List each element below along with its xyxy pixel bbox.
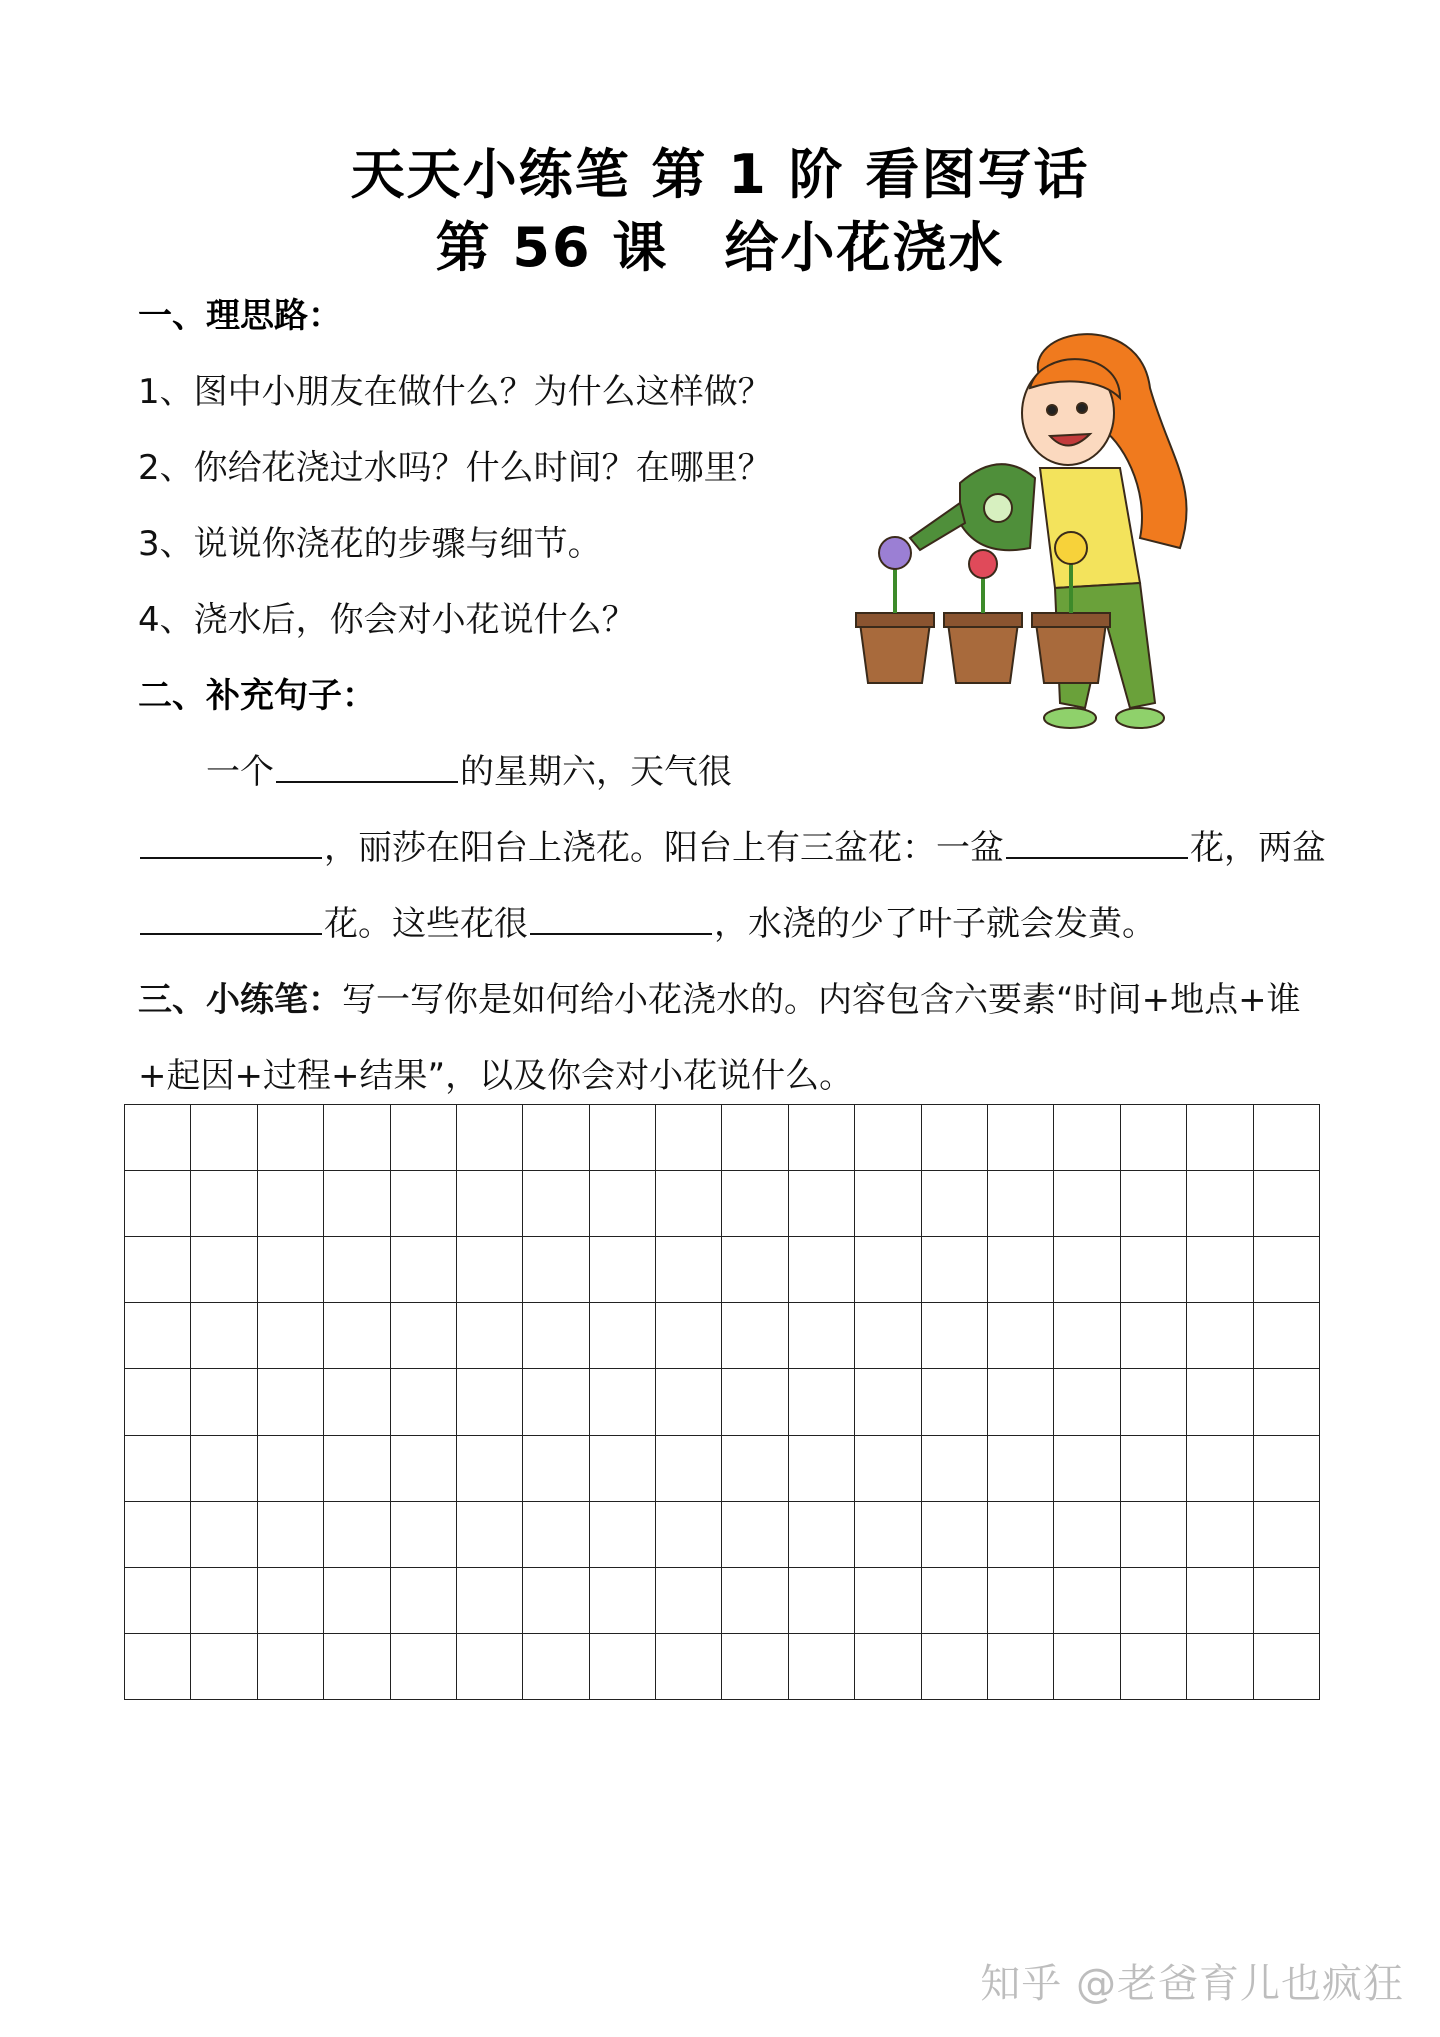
grid-cell[interactable] <box>988 1568 1054 1634</box>
grid-cell[interactable] <box>324 1303 390 1369</box>
grid-cell[interactable] <box>590 1502 656 1568</box>
grid-cell[interactable] <box>855 1369 921 1435</box>
worksheet-title: 天天小练笔 第 1 阶 看图写话 <box>350 143 1090 206</box>
blank-5[interactable] <box>530 903 712 935</box>
grid-cell[interactable] <box>1187 1105 1253 1171</box>
grid-cell[interactable] <box>457 1436 523 1502</box>
grid-cell[interactable] <box>722 1303 788 1369</box>
grid-cell[interactable] <box>722 1634 788 1700</box>
grid-cell[interactable] <box>988 1436 1054 1502</box>
grid-cell[interactable] <box>988 1171 1054 1237</box>
grid-cell[interactable] <box>523 1568 589 1634</box>
grid-cell[interactable] <box>789 1369 855 1435</box>
grid-cell[interactable] <box>590 1237 656 1303</box>
grid-cell[interactable] <box>457 1502 523 1568</box>
grid-cell[interactable] <box>722 1436 788 1502</box>
grid-cell[interactable] <box>523 1634 589 1700</box>
grid-cell[interactable] <box>1187 1171 1253 1237</box>
grid-cell[interactable] <box>855 1303 921 1369</box>
grid-cell[interactable] <box>191 1634 257 1700</box>
grid-cell[interactable] <box>523 1237 589 1303</box>
grid-cell[interactable] <box>855 1171 921 1237</box>
grid-cell[interactable] <box>324 1568 390 1634</box>
grid-cell[interactable] <box>457 1369 523 1435</box>
grid-cell[interactable] <box>457 1303 523 1369</box>
grid-cell[interactable] <box>523 1303 589 1369</box>
grid-cell[interactable] <box>988 1237 1054 1303</box>
grid-cell[interactable] <box>324 1502 390 1568</box>
grid-cell[interactable] <box>1121 1105 1187 1171</box>
grid-cell[interactable] <box>722 1369 788 1435</box>
grid-cell[interactable] <box>1054 1303 1120 1369</box>
grid-cell[interactable] <box>855 1568 921 1634</box>
grid-cell[interactable] <box>125 1171 191 1237</box>
fill-text: 花，两盆 <box>1190 828 1326 868</box>
grid-cell[interactable] <box>258 1369 324 1435</box>
grid-cell[interactable] <box>258 1634 324 1700</box>
grid-cell[interactable] <box>1187 1436 1253 1502</box>
fill-line-3 <box>138 896 1156 945</box>
grid-cell[interactable] <box>922 1303 988 1369</box>
grid-cell[interactable] <box>922 1369 988 1435</box>
grid-cell[interactable] <box>125 1568 191 1634</box>
question-3: 3、说说你浇花的步骤与细节。 <box>138 524 602 564</box>
grid-cell[interactable] <box>1121 1171 1187 1237</box>
grid-cell[interactable] <box>1054 1171 1120 1237</box>
fill-text: ，水浇的少了叶子就会发黄。 <box>714 904 1156 944</box>
fill-text: ，丽莎在阳台上浇花。阳台上有三盆花：一盆 <box>324 828 1004 868</box>
grid-cell[interactable] <box>1254 1634 1320 1700</box>
grid-cell[interactable] <box>1254 1171 1320 1237</box>
grid-cell[interactable] <box>855 1502 921 1568</box>
grid-cell[interactable] <box>1121 1502 1187 1568</box>
grid-cell[interactable] <box>523 1105 589 1171</box>
grid-cell[interactable] <box>258 1303 324 1369</box>
grid-cell[interactable] <box>1121 1369 1187 1435</box>
grid-cell[interactable] <box>1054 1436 1120 1502</box>
grid-cell[interactable] <box>258 1171 324 1237</box>
girl-watering-flowers-illustration <box>840 318 1260 748</box>
grid-cell[interactable] <box>391 1237 457 1303</box>
grid-cell[interactable] <box>1054 1105 1120 1171</box>
question-2: 2、你给花浇过水吗？什么时间？在哪里？ <box>138 448 772 488</box>
grid-cell[interactable] <box>656 1568 722 1634</box>
grid-cell[interactable] <box>1054 1568 1120 1634</box>
grid-cell[interactable] <box>789 1634 855 1700</box>
watermark: 知乎 @老爸育儿也疯狂 <box>980 1961 1404 2007</box>
grid-cell[interactable] <box>1187 1303 1253 1369</box>
grid-cell[interactable] <box>258 1502 324 1568</box>
grid-cell[interactable] <box>722 1171 788 1237</box>
grid-cell[interactable] <box>391 1105 457 1171</box>
grid-cell[interactable] <box>855 1105 921 1171</box>
grid-cell[interactable] <box>656 1171 722 1237</box>
grid-cell[interactable] <box>258 1436 324 1502</box>
grid-cell[interactable] <box>789 1502 855 1568</box>
fill-text: 花。这些花很 <box>324 904 528 944</box>
fill-line-2 <box>138 820 1326 869</box>
grid-cell[interactable] <box>457 1568 523 1634</box>
grid-cell[interactable] <box>457 1105 523 1171</box>
grid-cell[interactable] <box>1187 1568 1253 1634</box>
grid-cell[interactable] <box>324 1237 390 1303</box>
grid-cell[interactable] <box>590 1568 656 1634</box>
grid-cell[interactable] <box>258 1105 324 1171</box>
grid-cell[interactable] <box>125 1369 191 1435</box>
grid-cell[interactable] <box>125 1502 191 1568</box>
grid-cell[interactable] <box>1121 1436 1187 1502</box>
grid-cell[interactable] <box>988 1105 1054 1171</box>
lesson-title: 第 56 课 给小花浇水 <box>435 216 1005 279</box>
grid-cell[interactable] <box>922 1105 988 1171</box>
grid-cell[interactable] <box>789 1568 855 1634</box>
grid-cell[interactable] <box>789 1237 855 1303</box>
grid-cell[interactable] <box>722 1502 788 1568</box>
blank-1[interactable] <box>276 751 458 783</box>
grid-cell[interactable] <box>1254 1568 1320 1634</box>
grid-cell[interactable] <box>1054 1634 1120 1700</box>
grid-cell[interactable] <box>789 1436 855 1502</box>
grid-cell[interactable] <box>523 1502 589 1568</box>
grid-cell[interactable] <box>391 1369 457 1435</box>
grid-cell[interactable] <box>590 1369 656 1435</box>
grid-cell[interactable] <box>988 1634 1054 1700</box>
grid-cell[interactable] <box>191 1502 257 1568</box>
grid-cell[interactable] <box>324 1634 390 1700</box>
grid-cell[interactable] <box>722 1105 788 1171</box>
grid-cell[interactable] <box>191 1237 257 1303</box>
grid-cell[interactable] <box>1254 1237 1320 1303</box>
grid-cell[interactable] <box>1254 1105 1320 1171</box>
blank-2[interactable] <box>140 827 322 859</box>
grid-cell[interactable] <box>1254 1303 1320 1369</box>
grid-cell[interactable] <box>722 1568 788 1634</box>
grid-cell[interactable] <box>125 1303 191 1369</box>
grid-cell[interactable] <box>391 1436 457 1502</box>
grid-cell[interactable] <box>391 1634 457 1700</box>
grid-cell[interactable] <box>258 1568 324 1634</box>
section-heading-fill: 二、补充句子： <box>138 676 376 716</box>
grid-cell[interactable] <box>922 1568 988 1634</box>
grid-cell[interactable] <box>922 1237 988 1303</box>
grid-cell[interactable] <box>191 1105 257 1171</box>
grid-cell[interactable] <box>922 1436 988 1502</box>
grid-cell[interactable] <box>855 1436 921 1502</box>
question-1: 1、图中小朋友在做什么？为什么这样做？ <box>138 372 772 412</box>
grid-cell[interactable] <box>988 1369 1054 1435</box>
grid-cell[interactable] <box>789 1303 855 1369</box>
section-heading-ideas: 一、理思路： <box>138 296 342 336</box>
grid-cell[interactable] <box>855 1634 921 1700</box>
fill-line-1 <box>206 744 732 793</box>
grid-cell[interactable] <box>1121 1237 1187 1303</box>
grid-cell[interactable] <box>324 1369 390 1435</box>
grid-cell[interactable] <box>656 1369 722 1435</box>
grid-cell[interactable] <box>523 1436 589 1502</box>
grid-cell[interactable] <box>457 1237 523 1303</box>
grid-cell[interactable] <box>656 1436 722 1502</box>
grid-cell[interactable] <box>656 1634 722 1700</box>
grid-cell[interactable] <box>1187 1237 1253 1303</box>
grid-cell[interactable] <box>789 1105 855 1171</box>
grid-cell[interactable] <box>125 1436 191 1502</box>
grid-cell[interactable] <box>922 1502 988 1568</box>
fill-text: 一个 <box>206 752 274 792</box>
question-4: 4、浇水后，你会对小花说什么？ <box>138 600 636 640</box>
grid-cell[interactable] <box>1187 1634 1253 1700</box>
grid-cell[interactable] <box>855 1237 921 1303</box>
grid-cell[interactable] <box>656 1105 722 1171</box>
blank-4[interactable] <box>140 903 322 935</box>
grid-cell[interactable] <box>391 1303 457 1369</box>
grid-cell[interactable] <box>1054 1369 1120 1435</box>
grid-cell[interactable] <box>191 1171 257 1237</box>
grid-cell[interactable] <box>1187 1502 1253 1568</box>
grid-cell[interactable] <box>922 1634 988 1700</box>
grid-cell[interactable] <box>125 1634 191 1700</box>
grid-cell[interactable] <box>125 1237 191 1303</box>
fill-text: 的星期六，天气很 <box>460 752 732 792</box>
grid-cell[interactable] <box>656 1303 722 1369</box>
grid-cell[interactable] <box>988 1303 1054 1369</box>
grid-cell[interactable] <box>391 1171 457 1237</box>
grid-cell[interactable] <box>191 1369 257 1435</box>
grid-cell[interactable] <box>191 1436 257 1502</box>
grid-cell[interactable] <box>1121 1634 1187 1700</box>
grid-cell[interactable] <box>1187 1369 1253 1435</box>
grid-cell[interactable] <box>191 1303 257 1369</box>
writing-grid[interactable] <box>124 1104 1320 1700</box>
grid-cell[interactable] <box>1254 1502 1320 1568</box>
grid-cell[interactable] <box>391 1568 457 1634</box>
grid-cell[interactable] <box>656 1237 722 1303</box>
practice-line-2: +起因+过程+结果”，以及你会对小花说什么。 <box>138 1056 854 1096</box>
grid-cell[interactable] <box>789 1171 855 1237</box>
grid-cell[interactable] <box>590 1634 656 1700</box>
grid-cell[interactable] <box>258 1237 324 1303</box>
grid-cell[interactable] <box>324 1105 390 1171</box>
grid-cell[interactable] <box>922 1171 988 1237</box>
grid-cell[interactable] <box>590 1105 656 1171</box>
grid-cell[interactable] <box>1054 1237 1120 1303</box>
grid-cell[interactable] <box>324 1436 390 1502</box>
practice-text: 写一写你是如何给小花浇水的。内容包含六要素“时间+地点+谁 <box>342 980 1301 1020</box>
grid-cell[interactable] <box>191 1568 257 1634</box>
section-heading-practice: 三、小练笔： <box>138 980 342 1020</box>
grid-cell[interactable] <box>988 1502 1054 1568</box>
practice-line-1 <box>138 972 1301 1021</box>
grid-cell[interactable] <box>1254 1369 1320 1435</box>
grid-cell[interactable] <box>722 1237 788 1303</box>
grid-cell[interactable] <box>1121 1568 1187 1634</box>
grid-cell[interactable] <box>523 1369 589 1435</box>
grid-cell[interactable] <box>590 1303 656 1369</box>
grid-cell[interactable] <box>1054 1502 1120 1568</box>
grid-cell[interactable] <box>457 1171 523 1237</box>
blank-3[interactable] <box>1006 827 1188 859</box>
grid-cell[interactable] <box>590 1171 656 1237</box>
grid-cell[interactable] <box>590 1436 656 1502</box>
grid-cell[interactable] <box>656 1502 722 1568</box>
grid-cell[interactable] <box>391 1502 457 1568</box>
grid-cell[interactable] <box>523 1171 589 1237</box>
grid-cell[interactable] <box>1121 1303 1187 1369</box>
grid-cell[interactable] <box>125 1105 191 1171</box>
grid-cell[interactable] <box>1254 1436 1320 1502</box>
grid-cell[interactable] <box>324 1171 390 1237</box>
grid-cell[interactable] <box>457 1634 523 1700</box>
